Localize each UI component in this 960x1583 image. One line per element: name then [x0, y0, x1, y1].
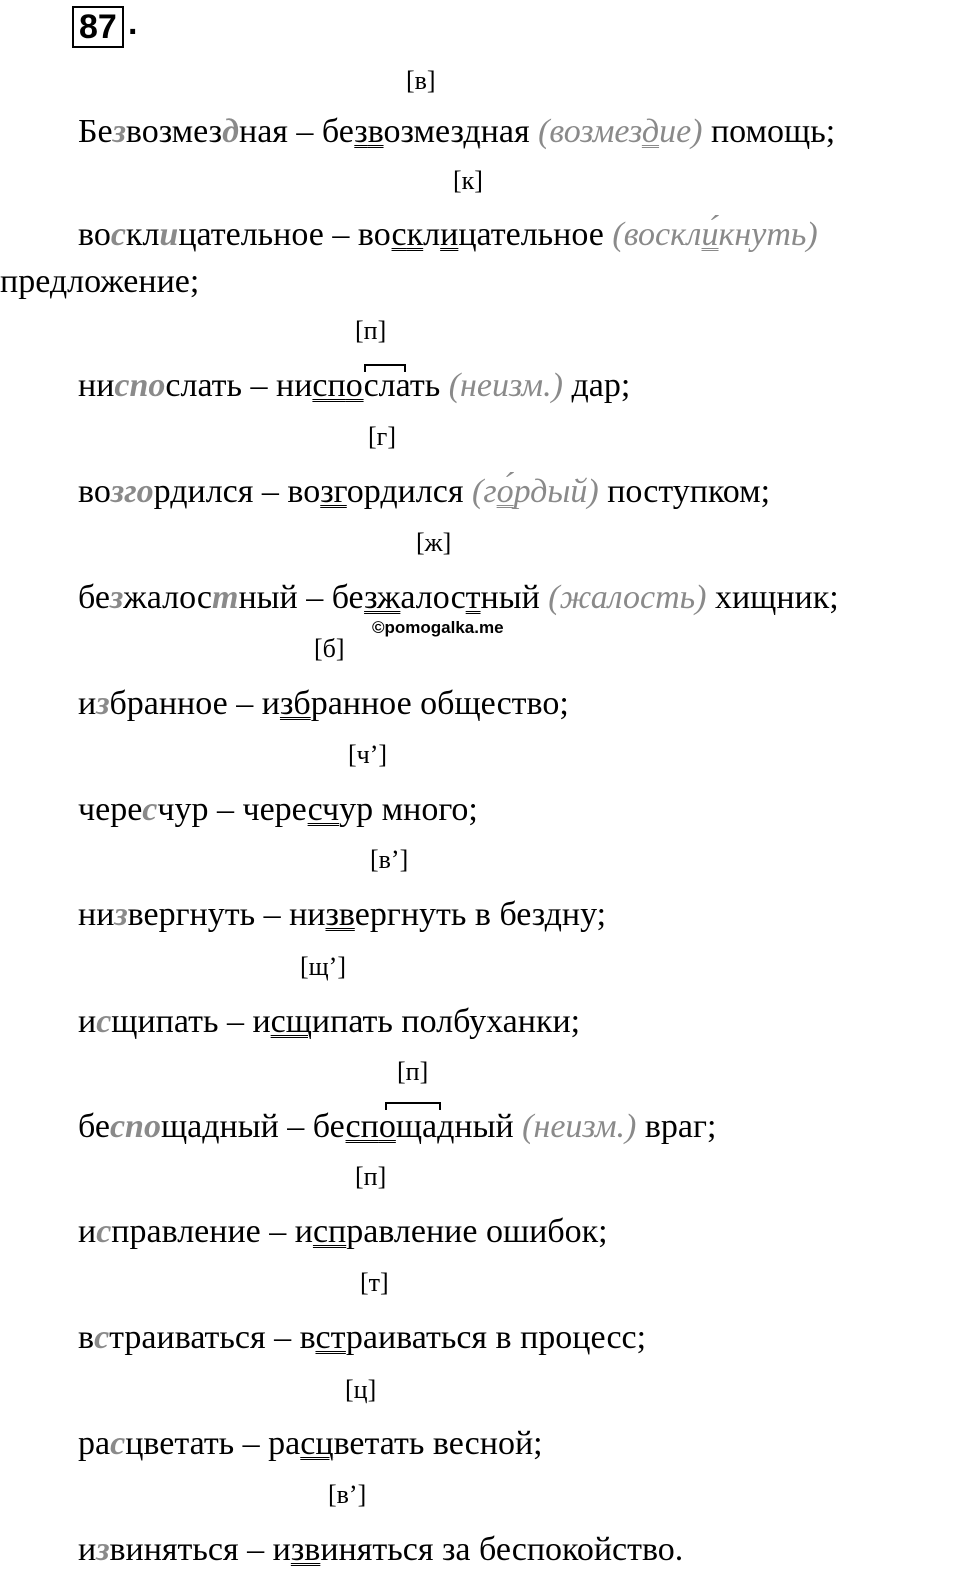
word-line: беспощадный – беспощадный (неизм.) враг;	[78, 1108, 717, 1145]
word-line: исщипать – исщипать полбуханки;	[78, 1003, 581, 1040]
transcription: [т]	[360, 1268, 389, 1297]
word-line: ниспослать – ниспослать (неизм.) дар;	[78, 367, 631, 404]
transcription: [к]	[453, 166, 483, 195]
transcription: [щ’]	[300, 952, 346, 981]
word-line: встраиваться – встраиваться в процесс;	[78, 1319, 647, 1356]
word-line: возгордился – возгордился (го́рдый) поступком;	[78, 473, 771, 510]
word-line: безжалостный – безжалостный (жалость) хищник;	[78, 579, 839, 616]
word-line: исправление – исправление ошибок;	[78, 1213, 608, 1250]
transcription: [в]	[406, 66, 436, 95]
transcription: [в’]	[328, 1480, 367, 1509]
exercise-number: 87	[72, 6, 124, 48]
transcription: [п]	[355, 1162, 387, 1191]
word-line: предложение;	[0, 263, 200, 300]
word-line: восклицательное – восклицательное (воскли́кнуть)	[78, 216, 818, 253]
watermark: ©pomogalka.me	[372, 618, 504, 637]
transcription: [ч’]	[348, 740, 388, 769]
word-line: извиняться – извиняться за беспокойство.	[78, 1531, 684, 1568]
transcription: [ж]	[416, 528, 452, 557]
word-line: избранное – избранное общество;	[78, 685, 569, 722]
exercise-number-dot: .	[128, 4, 138, 42]
transcription: [ц]	[345, 1375, 377, 1404]
word-line: Безвозмездная – безвозмездная (возмездие) помощь;	[78, 113, 836, 150]
transcription: [п]	[355, 316, 387, 345]
transcription: [в’]	[370, 845, 409, 874]
word-line: расцветать – расцветать весной;	[78, 1425, 543, 1462]
transcription: [п]	[397, 1057, 429, 1086]
transcription: [г]	[368, 422, 396, 451]
word-line: низвергнуть – низвергнуть в бездну;	[78, 896, 607, 933]
transcription: [б]	[314, 634, 345, 663]
word-line: чересчур – чересчур много;	[78, 791, 478, 828]
